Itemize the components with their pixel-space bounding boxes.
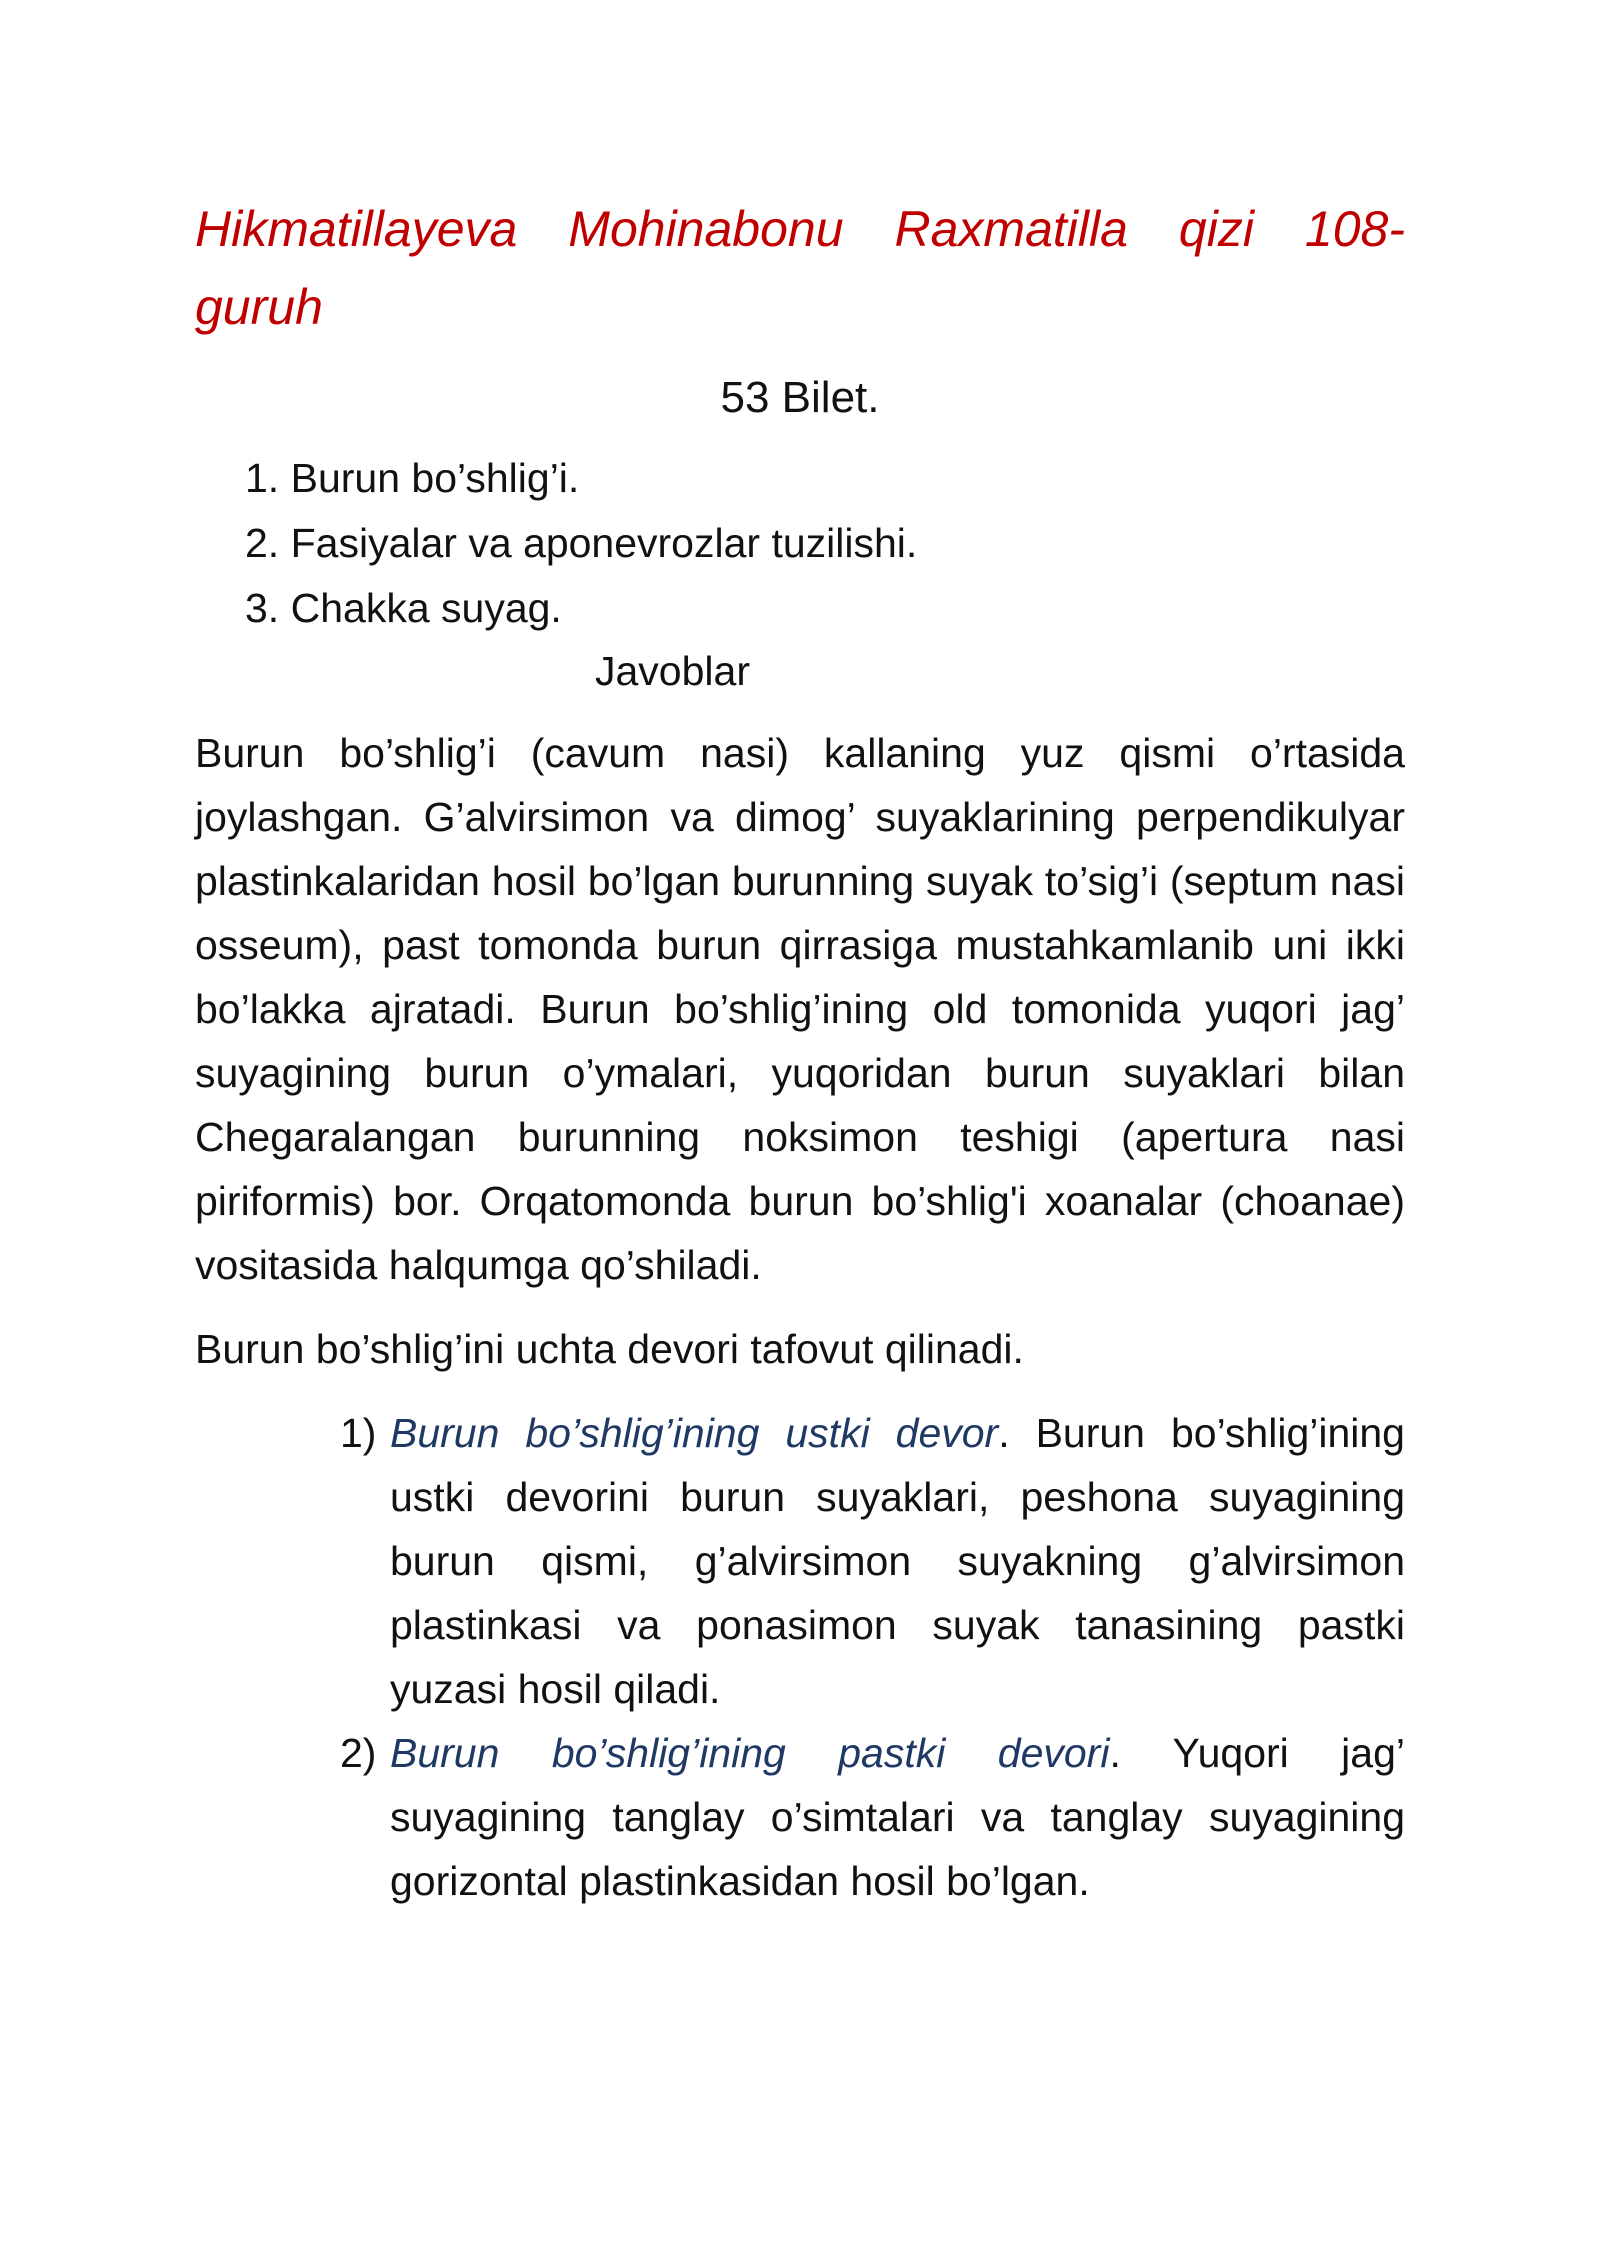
answers-heading: Javoblar	[595, 648, 750, 694]
wall-term: Burun bo’shlig’ining ustki devor	[390, 1410, 999, 1456]
question-text: Chakka suyag.	[290, 585, 562, 631]
question-text: Burun bo’shlig’i.	[290, 455, 580, 501]
question-number: 1.	[245, 455, 280, 501]
wall-number: 1)	[340, 1410, 377, 1456]
question-number: 2.	[245, 520, 280, 566]
question-item	[245, 576, 1405, 641]
walls-list	[195, 1401, 1405, 1913]
question-number: 3.	[245, 585, 280, 631]
wall-text: . Burun bo’shlig’ining ustki devorini burun suyaklari, peshona suyagining burun qismi, g’alvirsimon suyakning g’alvirsimon plastinkasi va ponasimon suyak tanasining pastki yuzasi hosil qiladi.	[390, 1410, 1405, 1712]
question-item	[245, 446, 1405, 511]
document-page	[195, 190, 1405, 1913]
question-text: Fasiyalar va aponevrozlar tuzilishi.	[290, 520, 918, 566]
wall-item	[195, 1401, 1405, 1721]
wall-text: . Yuqori jag’ suyagining tanglay o’simtalari va tanglay suyagining gorizontal plastinkasidan hosil bo’lgan.	[390, 1730, 1405, 1904]
question-list	[195, 446, 1405, 641]
wall-term: Burun bo’shlig’ining pastki devori	[390, 1730, 1110, 1776]
walls-intro-paragraph: Burun bo’shlig’ini uchta devori tafovut qilinadi.	[195, 1326, 1024, 1372]
wall-number: 2)	[340, 1730, 377, 1776]
answer-paragraph: Burun bo’shlig’i (cavum nasi) kallaning yuz qismi o’rtasida joylashgan. G’alvirsimon va dimog’ suyaklarining perpendikulyar plastinkalaridan hosil bo’lgan burunning suyak to’sig’i (septum nasi osseum), past tomonda burun qirrasiga mustahkamlanib uni ikki bo’lakka ajratadi. Burun bo’shlig’ining old tomonida yuqori jag’ suyagining burun o’ymalari, yuqoridan burun suyaklari bilan Chegaralangan burunning noksimon teshigi (apertura nasi piriformis) bor. Orqatomonda burun bo’shlig'i xoanalar (choanae) vositasida halqumga qo’shiladi.	[195, 730, 1405, 1288]
ticket-number: 53 Bilet.	[720, 373, 880, 422]
wall-item	[195, 1721, 1405, 1913]
document-title: Hikmatillayeva Mohinabonu Raxmatilla qizi 108-guruh	[195, 201, 1405, 335]
question-item	[245, 511, 1405, 576]
